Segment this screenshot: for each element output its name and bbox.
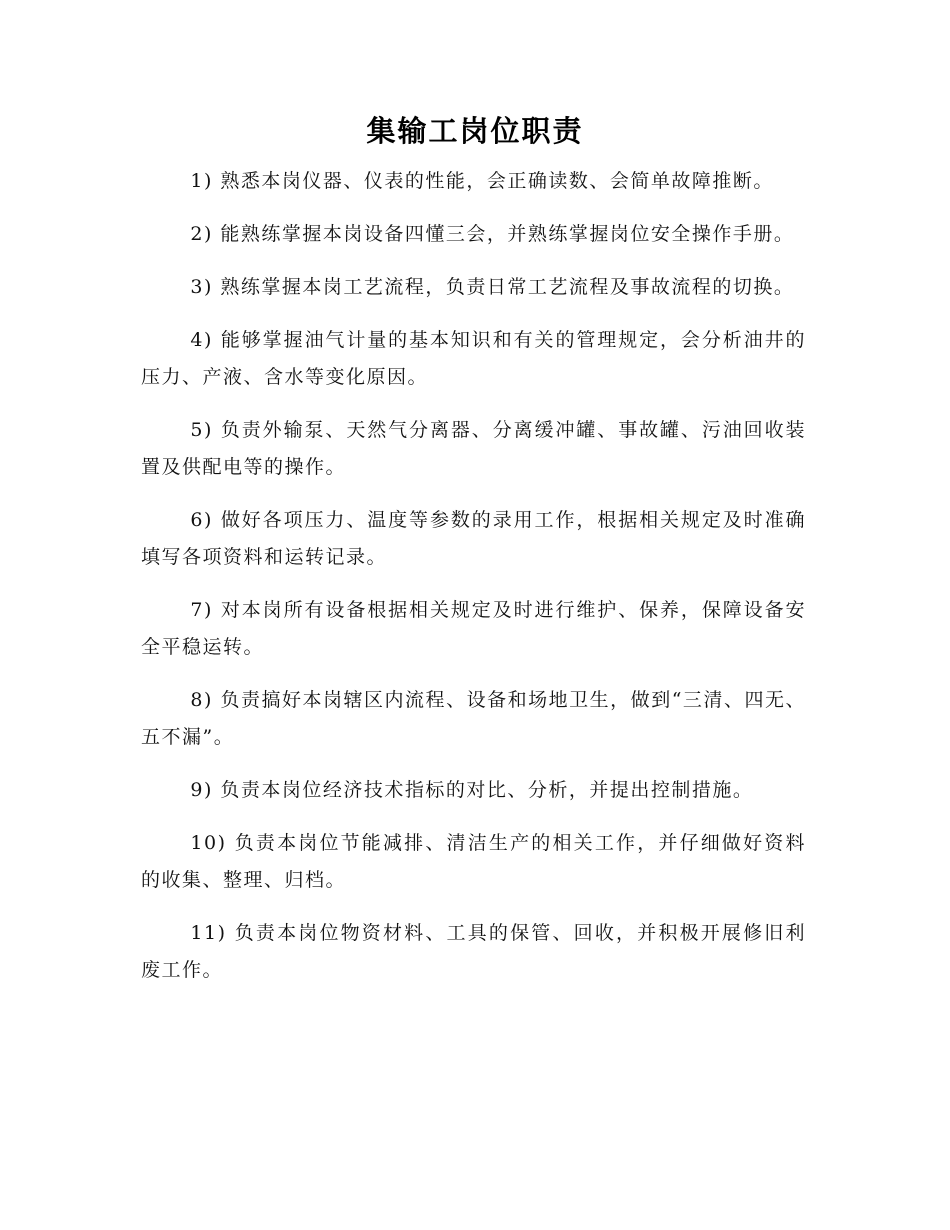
duty-item-11: 11) 负责本岗位物资材料、工具的保管、回收，并积极开展修旧利废工作。: [141, 922, 806, 981]
duty-item-5: 5) 负责外输泵、天然气分离器、分离缓冲罐、事故罐、污油回收装置及供配电等的操作。: [141, 419, 806, 478]
duty-item-8: 8) 负责搞好本岗辖区内流程、设备和场地卫生，做到“三清、四无、五不漏”。: [141, 689, 806, 748]
duty-item-10: 10) 负责本岗位节能减排、清洁生产的相关工作，并仔细做好资料的收集、整理、归档。: [141, 832, 806, 891]
duty-item-2: 2) 能熟练掌握本岗设备四懂三会，并熟练掌握岗位安全操作手册。: [190, 223, 795, 245]
duty-item-1: 1) 熟悉本岗仪器、仪表的性能，会正确读数、会简单故障推断。: [190, 170, 774, 192]
duty-item-6: 6) 做好各项压力、温度等参数的录用工作，根据相关规定及时准确填写各项资料和运转记录。: [141, 509, 806, 568]
duty-item-7: 7) 对本岗所有设备根据相关规定及时进行维护、保养，保障设备安全平稳运转。: [141, 599, 806, 658]
duty-item-4: 4) 能够掌握油气计量的基本知识和有关的管理规定，会分析油井的压力、产液、含水等变化原因。: [141, 329, 806, 388]
document-title: 集输工岗位职责: [366, 114, 584, 148]
duty-item-3: 3) 熟练掌握本岗工艺流程，负责日常工艺流程及事故流程的切换。: [190, 276, 795, 298]
document-body: [141, 163, 806, 1005]
duty-item-9: 9) 负责本岗位经济技术指标的对比、分析，并提出控制措施。: [190, 779, 754, 801]
